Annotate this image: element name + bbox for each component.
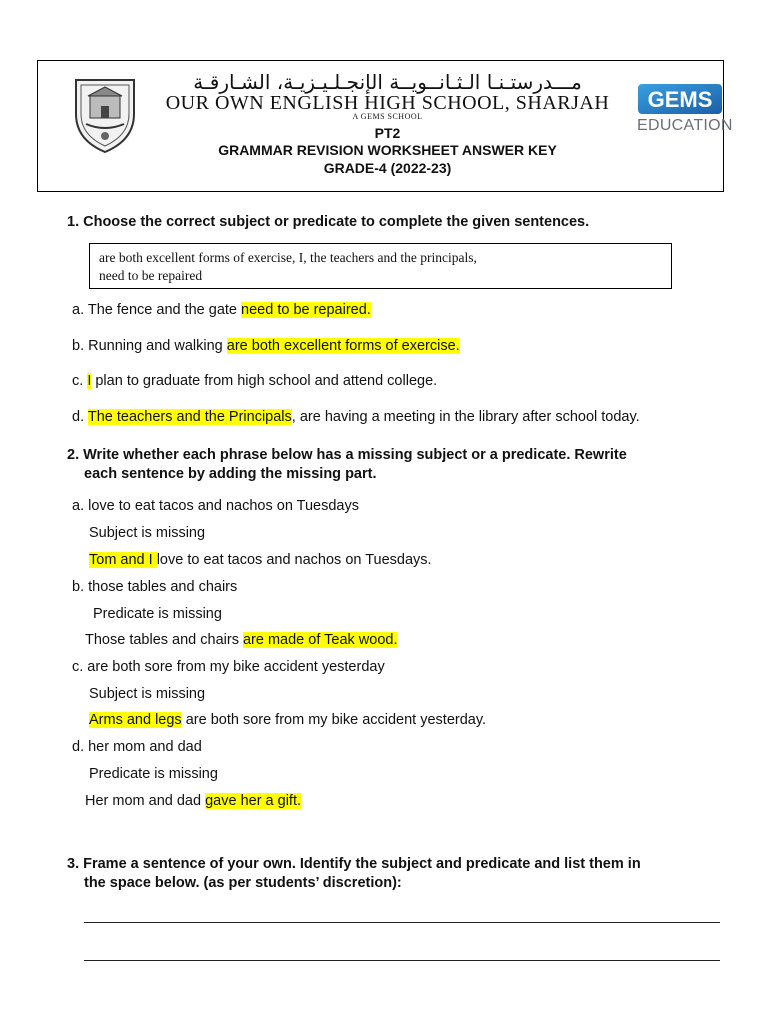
word-bank bbox=[89, 243, 672, 289]
q1-item-c: c. I plan to graduate from high school and attend college. bbox=[72, 373, 438, 389]
worksheet-title: GRAMMAR REVISION WORKSHEET ANSWER KEY bbox=[218, 142, 557, 158]
gems-logo bbox=[638, 84, 722, 114]
arabic-school-name: مـــدرستـنـا الـثـانــويــة الإنجـلـيـزيـة، الشـارقـة bbox=[193, 70, 582, 94]
school-name: OUR OWN ENGLISH HIGH SCHOOL, SHARJAH bbox=[165, 92, 610, 114]
q2-answer-c: Arms and legs are both sore from my bike accident yesterday. bbox=[89, 712, 487, 728]
svg-text:GEMS: GEMS bbox=[647, 87, 713, 112]
school-crest-logo bbox=[72, 74, 138, 154]
q2-phrase-d: d. her mom and dad bbox=[72, 739, 202, 755]
education-label: EDUCATION bbox=[637, 117, 733, 134]
word-bank-line: need to be repaired bbox=[99, 268, 203, 283]
q2-answer-d: Her mom and dad gave her a gift. bbox=[85, 793, 302, 809]
q2-missing-d: Predicate is missing bbox=[89, 766, 218, 782]
q2-phrase-b: b. those tables and chairs bbox=[72, 579, 238, 595]
q2-prompt: 2. Write whether each phrase below has a missing subject or a predicate. Rewrite each sentence by adding the missing part. bbox=[67, 447, 627, 482]
q1-item-a: a. The fence and the gate need to be repaired. bbox=[72, 302, 371, 318]
answer-highlight: I bbox=[87, 373, 92, 389]
answer-highlight: need to be repaired. bbox=[241, 302, 371, 318]
answer-highlight: gave her a gift. bbox=[205, 793, 302, 809]
answer-highlight: are made of Teak wood. bbox=[242, 632, 398, 648]
q2-phrase-a: a. love to eat tacos and nachos on Tuesdays bbox=[72, 498, 359, 514]
q2-answer-b: Those tables and chairs are made of Teak wood. bbox=[85, 632, 398, 648]
word-bank-line: are both excellent forms of exercise, I, the teachers and the principals, bbox=[99, 250, 477, 265]
q2-missing-a: Subject is missing bbox=[89, 525, 206, 541]
answer-highlight: are both excellent forms of exercise. bbox=[226, 338, 460, 354]
test-label: PT2 bbox=[374, 125, 401, 141]
q2-missing-b: Predicate is missing bbox=[93, 606, 222, 622]
q1-prompt: 1. Choose the correct subject or predicate to complete the given sentences. bbox=[67, 214, 590, 230]
grade-label: GRADE-4 (2022-23) bbox=[323, 160, 452, 176]
answer-line bbox=[84, 960, 720, 961]
gems-tagline: A GEMS SCHOOL bbox=[352, 112, 423, 121]
q2-phrase-c: c. are both sore from my bike accident yesterday bbox=[72, 659, 385, 675]
q2-answer-a: Tom and I love to eat tacos and nachos on Tuesdays. bbox=[89, 552, 432, 568]
answer-highlight: Arms and legs bbox=[89, 712, 182, 728]
q1-item-b: b. Running and walking are both excellent forms of exercise. bbox=[72, 338, 460, 354]
q1-item-d: d. The teachers and the Principals, are having a meeting in the library after school today. bbox=[72, 409, 640, 425]
answer-line bbox=[84, 922, 720, 923]
q2-missing-c: Subject is missing bbox=[89, 686, 206, 702]
answer-highlight: Tom and I bbox=[89, 552, 157, 568]
answer-highlight: The teachers and the Principals bbox=[87, 409, 292, 425]
q3-prompt: 3. Frame a sentence of your own. Identify the subject and predicate and list them in the space below. (as per students’ discretion): bbox=[67, 856, 641, 891]
